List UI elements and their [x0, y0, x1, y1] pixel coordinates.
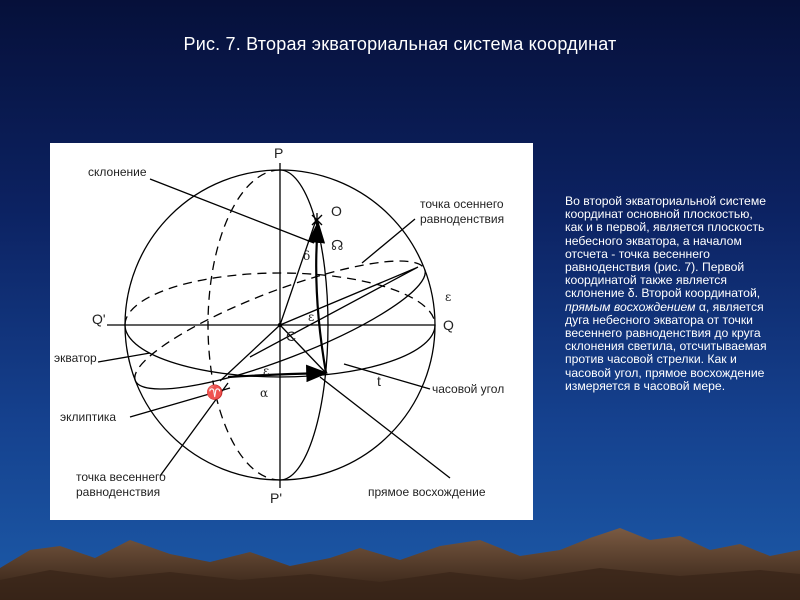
label-spring-equinox-1: точка весеннего: [76, 470, 166, 484]
label-delta: δ: [303, 249, 311, 263]
label-equator: экватор: [54, 351, 97, 365]
line-c-to-autumn: [280, 268, 416, 325]
vernal-equinox-symbol: ♈: [206, 385, 224, 401]
description-part-1: Во второй экваториальной системе координат основной плоскостью, как и в первой, является плоскость небесного экватора, а началом отсчета - точка весеннего равноденствия (рис. 7). Первой координатой также является склонение δ. Второй координатой,: [565, 194, 766, 301]
label-alpha: α: [260, 386, 269, 400]
label-p: P: [274, 145, 284, 161]
label-t: t: [377, 373, 381, 389]
pointer-hour-angle: [344, 364, 430, 389]
label-o: O: [331, 203, 342, 219]
label-hour-angle: часовой угол: [432, 382, 505, 396]
pointer-autumn: [362, 219, 415, 263]
description-emphasis: прямым восхождением: [565, 299, 696, 314]
label-q-prime: Q': [92, 311, 106, 327]
pointer-equator: [98, 353, 150, 362]
label-autumn-equinox-1: точка осеннего: [420, 197, 504, 211]
label-q: Q: [443, 317, 454, 333]
label-declination: склонение: [88, 165, 147, 179]
label-c: C: [286, 328, 297, 344]
description-text: [565, 195, 770, 393]
label-spring-equinox-2: равноденствия: [76, 485, 161, 499]
label-right-ascension: прямое восхождение: [368, 485, 486, 499]
center-point: [278, 323, 282, 327]
slide-title: Рис. 7. Вторая экваториальная система координат: [183, 34, 617, 54]
mountain-silhouette: [0, 510, 800, 600]
ascending-node-symbol: ☊: [331, 238, 344, 254]
line-c-to-vernal-equinox: [220, 325, 280, 381]
ecliptic-back-arc: [123, 238, 425, 381]
label-autumn-equinox-2: равноденствия: [420, 212, 505, 226]
label-epsilon-2: ε: [263, 364, 270, 378]
label-p-prime: P': [270, 490, 283, 506]
pointer-right-ascension: [320, 373, 450, 478]
pointer-epsilon-arc: [250, 267, 418, 357]
label-epsilon-3: ε: [445, 290, 452, 304]
label-epsilon-1: ε: [308, 310, 315, 324]
celestial-sphere-figure: [50, 143, 533, 520]
description-part-2: α, является дуга небесного экватора от точки весеннего равноденствия до круга склонения светила, отсчитываемая против часовой стрелки. Как и часовой угол, прямое восхождение измеряется в часовой мере.: [565, 299, 767, 393]
label-ecliptic: эклиптика: [60, 410, 117, 424]
